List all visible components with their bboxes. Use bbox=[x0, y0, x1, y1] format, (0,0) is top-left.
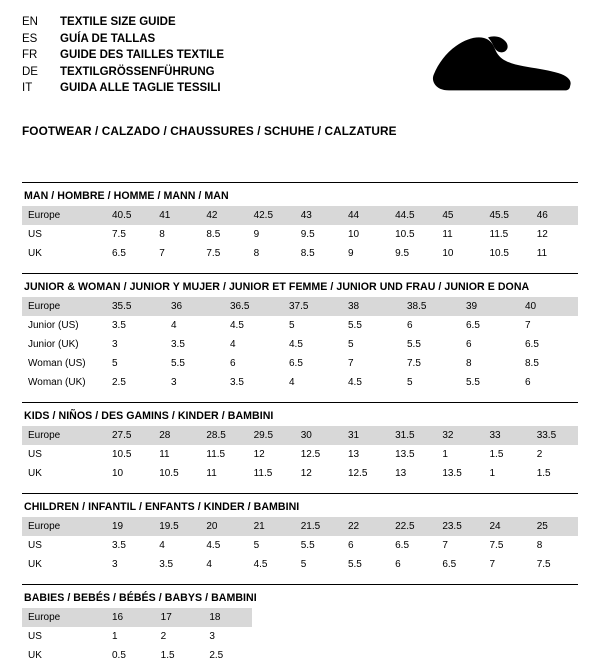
section-babies bbox=[22, 584, 578, 665]
table-row bbox=[22, 244, 578, 263]
size-cell: 30 bbox=[295, 426, 342, 445]
size-cell: 5.5 bbox=[342, 555, 389, 574]
size-cell: 3 bbox=[106, 555, 153, 574]
size-cell: 18 bbox=[203, 608, 252, 627]
size-cell: 44 bbox=[342, 206, 389, 225]
table-row bbox=[22, 225, 578, 244]
row-label: Europe bbox=[22, 517, 106, 536]
size-cell: 12 bbox=[295, 464, 342, 483]
size-cell: 10.5 bbox=[484, 244, 531, 263]
size-cell: 4.5 bbox=[224, 316, 283, 335]
size-cell: 1.5 bbox=[484, 445, 531, 464]
row-label: UK bbox=[22, 555, 106, 574]
size-cell: 6.5 bbox=[436, 555, 483, 574]
size-cell: 6 bbox=[224, 354, 283, 373]
size-cell: 22 bbox=[342, 517, 389, 536]
size-cell: 1 bbox=[484, 464, 531, 483]
size-cell: 33.5 bbox=[531, 426, 578, 445]
size-cell: 10 bbox=[106, 464, 153, 483]
size-cell: 6.5 bbox=[106, 244, 153, 263]
size-cell: 42 bbox=[200, 206, 247, 225]
table-row bbox=[22, 354, 578, 373]
table-row bbox=[22, 426, 578, 445]
size-cell: 1.5 bbox=[531, 464, 578, 483]
size-cell: 5 bbox=[106, 354, 165, 373]
language-row bbox=[22, 14, 224, 31]
size-cell: 45 bbox=[436, 206, 483, 225]
size-cell: 5.5 bbox=[460, 373, 519, 392]
row-label: Europe bbox=[22, 297, 106, 316]
size-cell: 5.5 bbox=[401, 335, 460, 354]
size-cell: 16 bbox=[106, 608, 155, 627]
row-label: Woman (US) bbox=[22, 354, 106, 373]
size-cell: 35.5 bbox=[106, 297, 165, 316]
section-children bbox=[22, 493, 578, 574]
language-title: GUIDA ALLE TAGLIE TESSILI bbox=[60, 82, 221, 94]
size-cell: 2 bbox=[155, 627, 204, 646]
table-row bbox=[22, 445, 578, 464]
row-label: UK bbox=[22, 244, 106, 263]
size-cell: 36 bbox=[165, 297, 224, 316]
size-cell: 2.5 bbox=[203, 646, 252, 665]
size-cell: 7.5 bbox=[106, 225, 153, 244]
table-row bbox=[22, 206, 578, 225]
language-title: GUÍA DE TALLAS bbox=[60, 32, 156, 45]
size-cell: 2.5 bbox=[106, 373, 165, 392]
size-cell: 10.5 bbox=[106, 445, 153, 464]
size-cell: 7.5 bbox=[531, 555, 578, 574]
size-cell: 13 bbox=[342, 445, 389, 464]
size-cell: 5.5 bbox=[342, 316, 401, 335]
size-cell: 42.5 bbox=[248, 206, 295, 225]
language-title: GUIDE DES TAILLES TEXTILE bbox=[60, 49, 224, 61]
size-cell: 28 bbox=[153, 426, 200, 445]
table-row bbox=[22, 335, 578, 354]
size-cell: 5.5 bbox=[295, 536, 342, 555]
row-label: UK bbox=[22, 646, 106, 665]
size-cell: 4.5 bbox=[248, 555, 295, 574]
row-label: US bbox=[22, 536, 106, 555]
header bbox=[0, 0, 600, 112]
row-label: Europe bbox=[22, 608, 106, 627]
footwear-category-title: FOOTWEAR / CALZADO / CHAUSSURES / SCHUHE / CALZATURE bbox=[22, 124, 397, 138]
section-title: BABIES / BEBÉS / BÉBÉS / BABYS / BAMBINI bbox=[24, 592, 257, 604]
size-cell: 9.5 bbox=[389, 244, 436, 263]
size-cell: 7.5 bbox=[200, 244, 247, 263]
size-table-body bbox=[22, 297, 578, 392]
size-cell: 3.5 bbox=[224, 373, 283, 392]
size-cell: 45.5 bbox=[484, 206, 531, 225]
language-code: FR bbox=[22, 49, 38, 61]
size-cell: 2 bbox=[531, 445, 578, 464]
size-cell: 13.5 bbox=[389, 445, 436, 464]
size-cell: 3.5 bbox=[106, 536, 153, 555]
size-cell: 25 bbox=[531, 517, 578, 536]
size-cell: 3.5 bbox=[153, 555, 200, 574]
size-cell: 46 bbox=[531, 206, 578, 225]
size-cell: 3.5 bbox=[165, 335, 224, 354]
size-cell: 8.5 bbox=[519, 354, 578, 373]
size-cell: 41 bbox=[153, 206, 200, 225]
size-cell: 6.5 bbox=[389, 536, 436, 555]
size-cell: 12.5 bbox=[295, 445, 342, 464]
size-cell: 1 bbox=[436, 445, 483, 464]
row-label: US bbox=[22, 445, 106, 464]
size-cell: 28.5 bbox=[200, 426, 247, 445]
size-cell: 9.5 bbox=[295, 225, 342, 244]
size-cell: 10 bbox=[436, 244, 483, 263]
size-cell: 4 bbox=[283, 373, 342, 392]
size-cell: 4.5 bbox=[200, 536, 247, 555]
size-cell: 7 bbox=[342, 354, 401, 373]
size-cell: 29.5 bbox=[248, 426, 295, 445]
section-junior-woman bbox=[22, 273, 578, 392]
size-cell: 36.5 bbox=[224, 297, 283, 316]
language-title: TEXTILGRÖSSENFÜHRUNG bbox=[60, 65, 215, 78]
size-cell: 10.5 bbox=[153, 464, 200, 483]
size-cell: 3.5 bbox=[106, 316, 165, 335]
section-title: JUNIOR & WOMAN / JUNIOR Y MUJER / JUNIOR ET FEMME / JUNIOR UND FRAU / JUNIOR E DONA bbox=[24, 281, 530, 293]
size-cell: 24 bbox=[484, 517, 531, 536]
size-cell: 6.5 bbox=[283, 354, 342, 373]
size-cell: 11.5 bbox=[200, 445, 247, 464]
row-label: Junior (UK) bbox=[22, 335, 106, 354]
size-cell: 3 bbox=[203, 627, 252, 646]
language-row bbox=[22, 64, 224, 81]
size-cell: 22.5 bbox=[389, 517, 436, 536]
size-cell: 7.5 bbox=[401, 354, 460, 373]
table-row bbox=[22, 517, 578, 536]
size-cell: 10.5 bbox=[389, 225, 436, 244]
section-man bbox=[22, 182, 578, 263]
language-code: EN bbox=[22, 16, 38, 28]
size-cell: 23.5 bbox=[436, 517, 483, 536]
size-cell: 6.5 bbox=[519, 335, 578, 354]
size-cell: 5 bbox=[342, 335, 401, 354]
size-cell: 20 bbox=[200, 517, 247, 536]
size-cell: 3 bbox=[106, 335, 165, 354]
size-cell: 8 bbox=[153, 225, 200, 244]
table-row bbox=[22, 464, 578, 483]
language-title-list bbox=[22, 14, 224, 97]
size-cell: 8.5 bbox=[200, 225, 247, 244]
size-cell: 27.5 bbox=[106, 426, 153, 445]
size-table-man bbox=[22, 206, 578, 263]
size-cell: 4 bbox=[224, 335, 283, 354]
size-cell: 21.5 bbox=[295, 517, 342, 536]
size-cell: 1 bbox=[106, 627, 155, 646]
size-cell: 4 bbox=[153, 536, 200, 555]
size-cell: 4 bbox=[165, 316, 224, 335]
size-cell: 6 bbox=[460, 335, 519, 354]
size-cell: 7 bbox=[519, 316, 578, 335]
sections-container bbox=[0, 182, 600, 665]
size-table-babies bbox=[22, 608, 252, 665]
language-row bbox=[22, 80, 224, 97]
size-cell: 11 bbox=[153, 445, 200, 464]
size-cell: 7 bbox=[484, 555, 531, 574]
size-cell: 17 bbox=[155, 608, 204, 627]
size-cell: 4.5 bbox=[342, 373, 401, 392]
size-cell: 5 bbox=[248, 536, 295, 555]
size-cell: 11.5 bbox=[248, 464, 295, 483]
language-code: IT bbox=[22, 82, 33, 94]
language-code: ES bbox=[22, 32, 38, 45]
size-cell: 40 bbox=[519, 297, 578, 316]
language-row bbox=[22, 31, 224, 48]
size-cell: 7.5 bbox=[484, 536, 531, 555]
size-cell: 11 bbox=[200, 464, 247, 483]
table-row bbox=[22, 316, 578, 335]
size-cell: 21 bbox=[248, 517, 295, 536]
size-cell: 8.5 bbox=[295, 244, 342, 263]
language-row bbox=[22, 47, 224, 64]
size-cell: 12 bbox=[531, 225, 578, 244]
table-row bbox=[22, 373, 578, 392]
size-cell: 40.5 bbox=[106, 206, 153, 225]
size-cell: 8 bbox=[460, 354, 519, 373]
size-cell: 4 bbox=[200, 555, 247, 574]
size-cell: 11.5 bbox=[484, 225, 531, 244]
size-cell: 5 bbox=[295, 555, 342, 574]
size-cell: 5 bbox=[401, 373, 460, 392]
size-cell: 6 bbox=[519, 373, 578, 392]
table-row bbox=[22, 536, 578, 555]
size-cell: 12 bbox=[248, 445, 295, 464]
size-cell: 3 bbox=[165, 373, 224, 392]
section-title: MAN / HOMBRE / HOMME / MANN / MAN bbox=[24, 190, 229, 202]
language-title: TEXTILE SIZE GUIDE bbox=[60, 16, 176, 28]
size-table-body bbox=[22, 608, 252, 665]
row-label: Woman (UK) bbox=[22, 373, 106, 392]
size-cell: 13 bbox=[389, 464, 436, 483]
size-cell: 8 bbox=[248, 244, 295, 263]
section-title: CHILDREN / INFANTIL / ENFANTS / KINDER / BAMBINI bbox=[24, 501, 300, 513]
size-table-junior-woman bbox=[22, 297, 578, 392]
size-cell: 43 bbox=[295, 206, 342, 225]
table-row bbox=[22, 608, 252, 627]
size-cell: 4.5 bbox=[283, 335, 342, 354]
size-table-kids bbox=[22, 426, 578, 483]
size-cell: 11 bbox=[436, 225, 483, 244]
size-cell: 10 bbox=[342, 225, 389, 244]
size-cell: 9 bbox=[248, 225, 295, 244]
row-label: US bbox=[22, 225, 106, 244]
row-label: US bbox=[22, 627, 106, 646]
table-row bbox=[22, 627, 252, 646]
size-cell: 6 bbox=[401, 316, 460, 335]
size-table-children bbox=[22, 517, 578, 574]
size-cell: 37.5 bbox=[283, 297, 342, 316]
row-label: Europe bbox=[22, 206, 106, 225]
table-row bbox=[22, 646, 252, 665]
size-cell: 7 bbox=[153, 244, 200, 263]
dress-shoe-icon bbox=[376, 26, 576, 96]
size-cell: 8 bbox=[531, 536, 578, 555]
size-cell: 38.5 bbox=[401, 297, 460, 316]
size-cell: 19 bbox=[106, 517, 153, 536]
size-cell: 38 bbox=[342, 297, 401, 316]
size-table-body bbox=[22, 206, 578, 263]
section-kids bbox=[22, 402, 578, 483]
table-row bbox=[22, 555, 578, 574]
size-cell: 31.5 bbox=[389, 426, 436, 445]
size-cell: 33 bbox=[484, 426, 531, 445]
language-code: DE bbox=[22, 65, 38, 78]
row-label: Europe bbox=[22, 426, 106, 445]
size-cell: 11 bbox=[531, 244, 578, 263]
size-table-body bbox=[22, 517, 578, 574]
size-cell: 9 bbox=[342, 244, 389, 263]
size-cell: 6 bbox=[342, 536, 389, 555]
table-row bbox=[22, 297, 578, 316]
size-cell: 12.5 bbox=[342, 464, 389, 483]
size-cell: 1.5 bbox=[155, 646, 204, 665]
size-cell: 39 bbox=[460, 297, 519, 316]
size-cell: 6.5 bbox=[460, 316, 519, 335]
section-title: KIDS / NIÑOS / DES GAMINS / KINDER / BAMBINI bbox=[24, 410, 274, 422]
size-cell: 7 bbox=[436, 536, 483, 555]
size-cell: 0.5 bbox=[106, 646, 155, 665]
size-cell: 6 bbox=[389, 555, 436, 574]
size-cell: 31 bbox=[342, 426, 389, 445]
row-label: UK bbox=[22, 464, 106, 483]
language-title-list-body bbox=[22, 14, 224, 97]
size-cell: 5.5 bbox=[165, 354, 224, 373]
size-cell: 44.5 bbox=[389, 206, 436, 225]
row-label: Junior (US) bbox=[22, 316, 106, 335]
size-cell: 19.5 bbox=[153, 517, 200, 536]
size-cell: 13.5 bbox=[436, 464, 483, 483]
size-cell: 5 bbox=[283, 316, 342, 335]
size-cell: 32 bbox=[436, 426, 483, 445]
size-table-body bbox=[22, 426, 578, 483]
